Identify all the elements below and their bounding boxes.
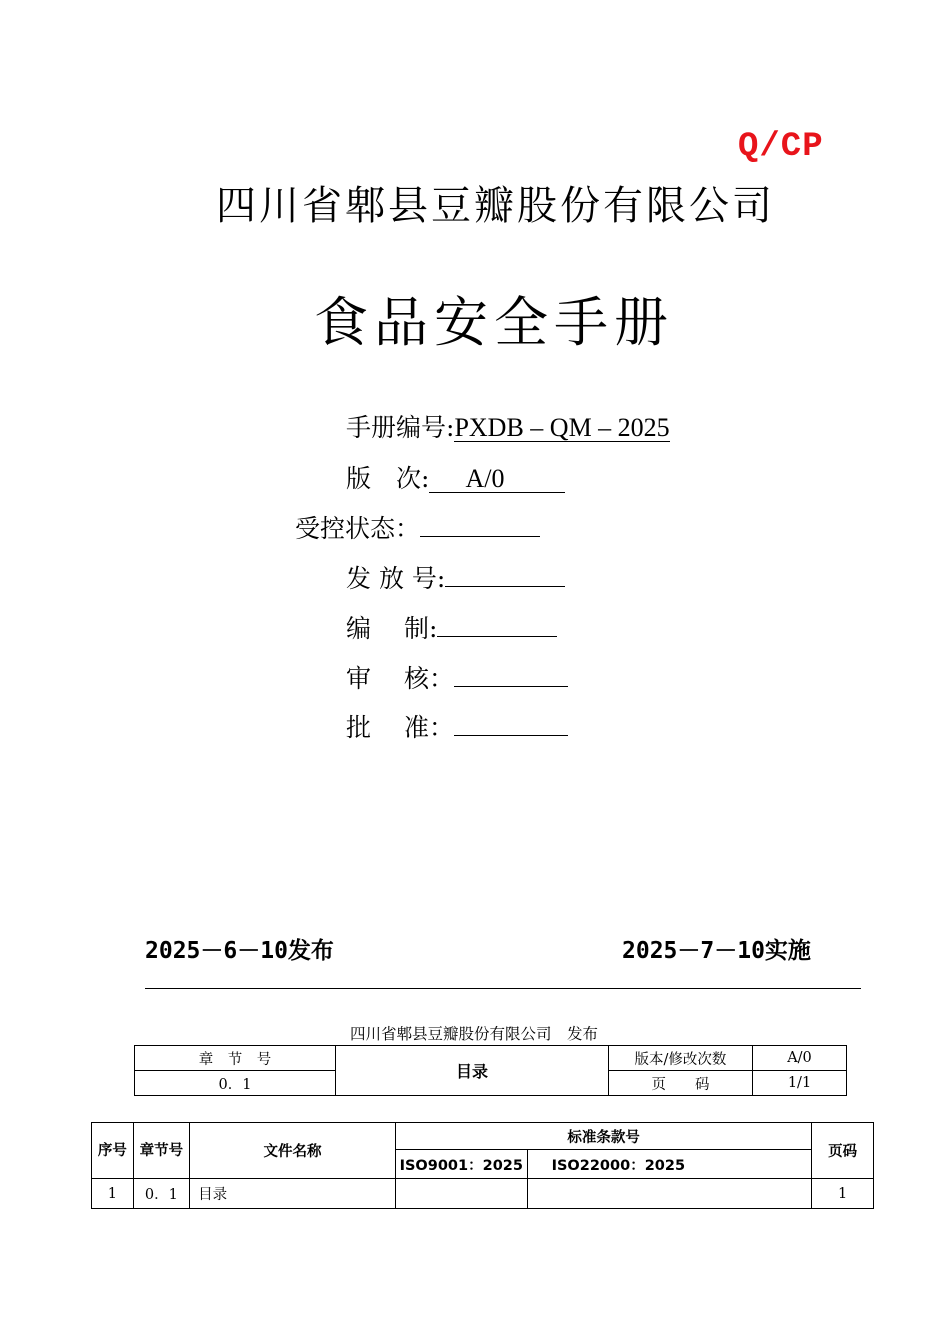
chapter-label: 章 节 号 [135, 1046, 336, 1071]
version-value: A/0 [753, 1046, 847, 1071]
toc-header-file-name: 文件名称 [190, 1123, 396, 1179]
reviewed-by-blank [454, 660, 568, 687]
document-header-table [134, 1045, 847, 1096]
toc-header-seq: 序号 [92, 1123, 134, 1179]
edition-field [346, 459, 565, 495]
release-date: 2025－6－10发布 [145, 938, 334, 964]
toc-row-page: 1 [812, 1179, 874, 1209]
control-status-label: 受控状态： [295, 514, 421, 543]
page-value: 1/1 [753, 1071, 847, 1096]
toc-row-chapter: 0．1 [133, 1179, 189, 1209]
toc-row-name: 目录 [190, 1179, 396, 1209]
issue-number-blank [445, 560, 565, 587]
control-status-blank [420, 510, 540, 537]
compiled-by-label: 编 制: [346, 614, 438, 643]
reviewed-by-field [346, 659, 568, 695]
control-status-field [295, 509, 540, 545]
toc-header-page: 页码 [812, 1123, 874, 1179]
toc-row-iso9001 [395, 1179, 527, 1209]
issue-number-field [346, 559, 565, 595]
manual-title: 食品安全手册 [314, 291, 674, 354]
company-name: 四川省郫县豆瓣股份有限公司 [216, 183, 775, 229]
version-label: 版本/修改次数 [609, 1046, 753, 1071]
manual-number-field [346, 408, 670, 444]
section-title: 目录 [336, 1046, 609, 1096]
reviewed-by-label: 审 核： [346, 664, 454, 693]
edition-value: A/0 [429, 466, 565, 493]
manual-number-label: 手册编号: [346, 413, 455, 442]
toc-row-seq: 1 [92, 1179, 134, 1209]
publisher-line: 四川省郫县豆瓣股份有限公司 发布 [350, 1025, 599, 1043]
approved-by-field [346, 708, 568, 744]
approved-by-blank [454, 709, 568, 736]
toc-header-standard: 标准条款号 [395, 1123, 811, 1150]
document-code: Q/CP [738, 128, 824, 166]
cover-divider [145, 988, 861, 989]
page-label: 页 码 [609, 1071, 753, 1096]
toc-table [91, 1122, 874, 1209]
toc-row-iso22000 [527, 1179, 812, 1209]
manual-number-value: PXDB – QM – 2025 [454, 413, 670, 442]
toc-header-iso22000: ISO22000：2025 [527, 1150, 812, 1179]
compiled-by-field [346, 609, 557, 645]
compiled-by-blank [437, 610, 557, 637]
toc-header-iso9001: ISO9001：2025 [395, 1150, 527, 1179]
table-row [92, 1179, 874, 1209]
approved-by-label: 批 准： [346, 713, 454, 742]
issue-number-label: 发 放 号: [346, 564, 446, 593]
effective-date: 2025－7－10实施 [622, 938, 811, 964]
edition-label: 版 次: [346, 464, 430, 493]
chapter-value: 0．1 [135, 1071, 336, 1096]
toc-header-chapter: 章节号 [133, 1123, 189, 1179]
